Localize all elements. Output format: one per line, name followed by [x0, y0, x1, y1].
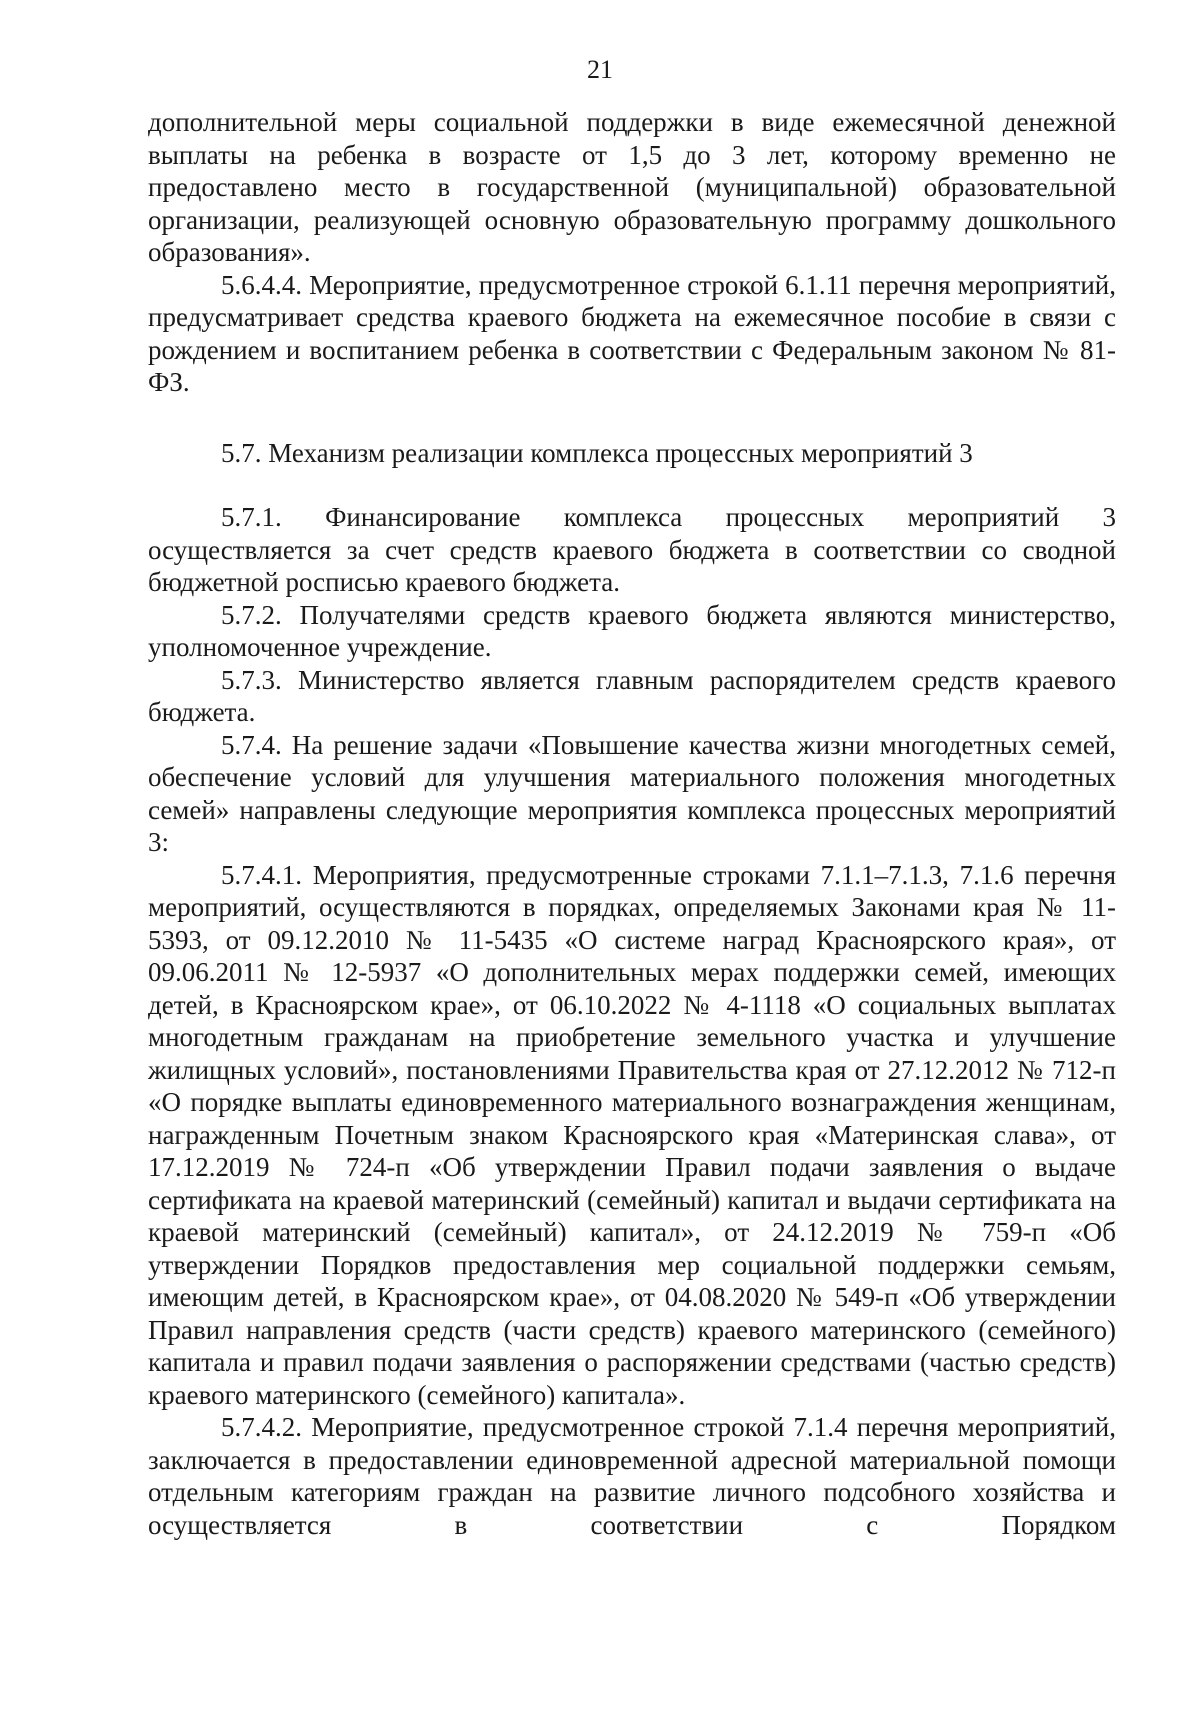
section-heading-5-7: 5.7. Механизм реализации комплекса процессных мероприятий 3 — [221, 437, 973, 468]
paragraph-5-7-1: 5.7.1. Финансирование комплекса процессных мероприятий 3 осуществляется за счет средств краевого бюджета в соответствии со сводной бюджетной росписью краевого бюджета. — [148, 502, 1116, 597]
paragraph-5-7-3: 5.7.3. Министерство является главным распорядителем средств краевого бюджета. — [148, 664, 1116, 727]
paragraph-5-7-4: 5.7.4. На решение задачи «Повышение качества жизни многодетных семей, обеспечение условий для улучшения материального положения многодетных семей» направлены следующие мероприятия комплекса процессных мероприятий 3: — [148, 729, 1116, 857]
spacer — [148, 469, 1116, 501]
paragraph-5-7-2: 5.7.2. Получателями средств краевого бюджета являются министерство, уполномоченное учреждение. — [148, 599, 1116, 662]
paragraph-continuation: дополнительной меры социальной поддержки в виде ежемесячной денежной выплаты на ребенка в возрасте от 1,5 до 3 лет, которому временно не предоставлено место в государственной (муниципальной) образовательной организации, реализующей основную образовательную программу дошкольного образования». — [148, 107, 1116, 267]
spacer — [148, 399, 1116, 437]
paragraph-5-7-4-1: 5.7.4.1. Мероприятия, предусмотренные строками 7.1.1–7.1.3, 7.1.6 перечня мероприятий, осуществляются в порядках, определяемых Законами края № 11-5393, от 09.12.2010 № 11-5435 «О системе наград Красноярского края», от 09.06.2011 № 12-5937 «О дополнительных мерах поддержки семей, имеющих детей, в Красноярском крае», от 06.10.2022 № 4-1118 «О социальных выплатах многодетным гражданам на приобретение земельного участка и улучшение жилищных условий», постановлениями Правительства края от 27.12.2012 № 712-п «О порядке выплаты единовременного материального вознаграждения женщинам, награжденным Почетным знаком Красноярского края «Материнская слава», от 17.12.2019 № 724-п «Об утверждении Правил подачи заявления о выдаче сертификата на краевой материнский (семейный) капитал и выдачи сертификата на краевой материнский (семейный) капитал», от 24.12.2019 № 759-п «Об утверждении Порядков предоставления мер социальной поддержки семьям, имеющим детей, в Красноярском крае», от 04.08.2020 № 549-п «Об утверждении Правил направления средств (части средств) краевого материнского (семейного) капитала и правил подачи заявления о распоряжении средствами (частью средств) краевого материнского (семейного) капитала». — [148, 859, 1116, 1410]
document-body — [148, 106, 1116, 1541]
paragraph-5-7-4-2: 5.7.4.2. Мероприятие, предусмотренное строкой 7.1.4 перечня мероприятий, заключается в предоставлении единовременной адресной материальной помощи отдельным категориям граждан на развитие личного подсобного хозяйства и осуществляется в соответствии с Порядком — [148, 1412, 1116, 1540]
paragraph-5-6-4-4: 5.6.4.4. Мероприятие, предусмотренное строкой 6.1.11 перечня мероприятий, предусматривает средства краевого бюджета на ежемесячное пособие в связи с рождением и воспитанием ребенка в соответствии с Федеральным законом № 81-ФЗ. — [148, 269, 1116, 397]
page-number: 21 — [587, 55, 613, 84]
